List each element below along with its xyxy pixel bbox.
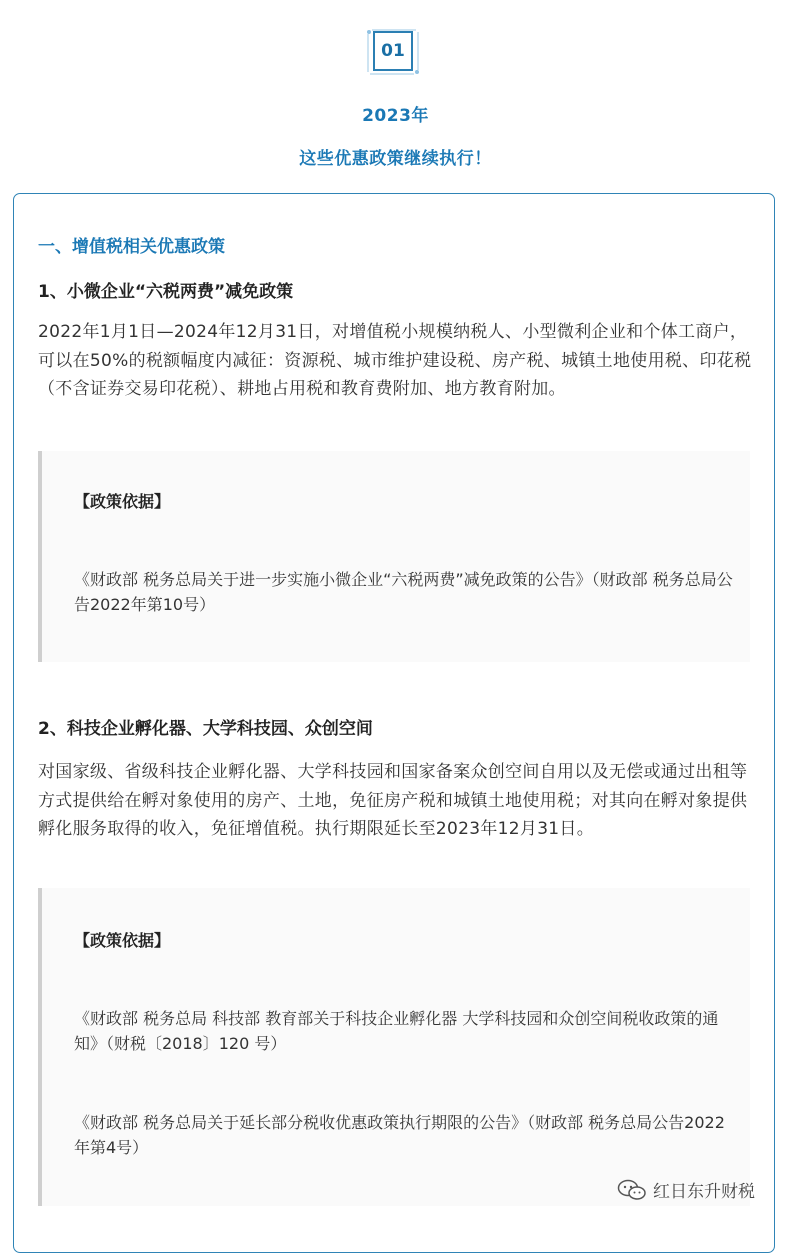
item-2-policy-basis (38, 888, 750, 1206)
item-1-title: 1、小微企业“六税两费”减免政策 (38, 282, 294, 302)
policy-basis-label: 【政策依据】 (74, 931, 171, 950)
section-badge (0, 28, 791, 76)
watermark (617, 1177, 755, 1202)
item-2-body: 对国家级、省级科技企业孵化器、大学科技园和国家备案众创空间自用以及无偿或通过出租等方式提供给在孵对象使用的房产、土地，免征房产税和城镇土地使用税；对其向在孵对象提供孵化服务取得的收入，免征增值税。执行期限延长至2023年12月31日。 (38, 762, 748, 839)
watermark-text: 红日东升财税 (653, 1182, 755, 1202)
item-2-title: 2、科技企业孵化器、大学科技园、众创空间 (38, 719, 373, 739)
policy-basis-citation: 《财政部 税务总局关于延长部分税收优惠政策执行期限的公告》（财政部 税务总局公告2022年第4号） (74, 1113, 725, 1157)
policy-basis-citation: 《财政部 税务总局 科技部 教育部关于科技企业孵化器 大学科技园和众创空间税收政策的通知》（财税〔2018〕120 号） (74, 1009, 719, 1053)
item-1-body: 2022年1月1日—2024年12月31日，对增值税小规模纳税人、小型微利企业和个体工商户，可以在50%的税额幅度内减征：资源税、城市维护建设税、房产税、城镇土地使用税、印花税（不含证券交易印花税）、耕地占用税和教育费附加、地方教育附加。 (38, 322, 752, 399)
wechat-icon (617, 1179, 647, 1201)
policy-basis-label: 【政策依据】 (74, 492, 171, 511)
header-year: 2023年 (362, 106, 429, 126)
policy-basis-citation: 《财政部 税务总局关于进一步实施小微企业“六税两费”减免政策的公告》（财政部 税务总局公告2022年第10号） (74, 570, 733, 614)
section-title: 一、增值税相关优惠政策 (38, 237, 225, 257)
header-subtitle: 这些优惠政策继续执行！ (299, 149, 492, 169)
badge-number: 01 (373, 31, 413, 71)
item-1-policy-basis (38, 451, 750, 662)
